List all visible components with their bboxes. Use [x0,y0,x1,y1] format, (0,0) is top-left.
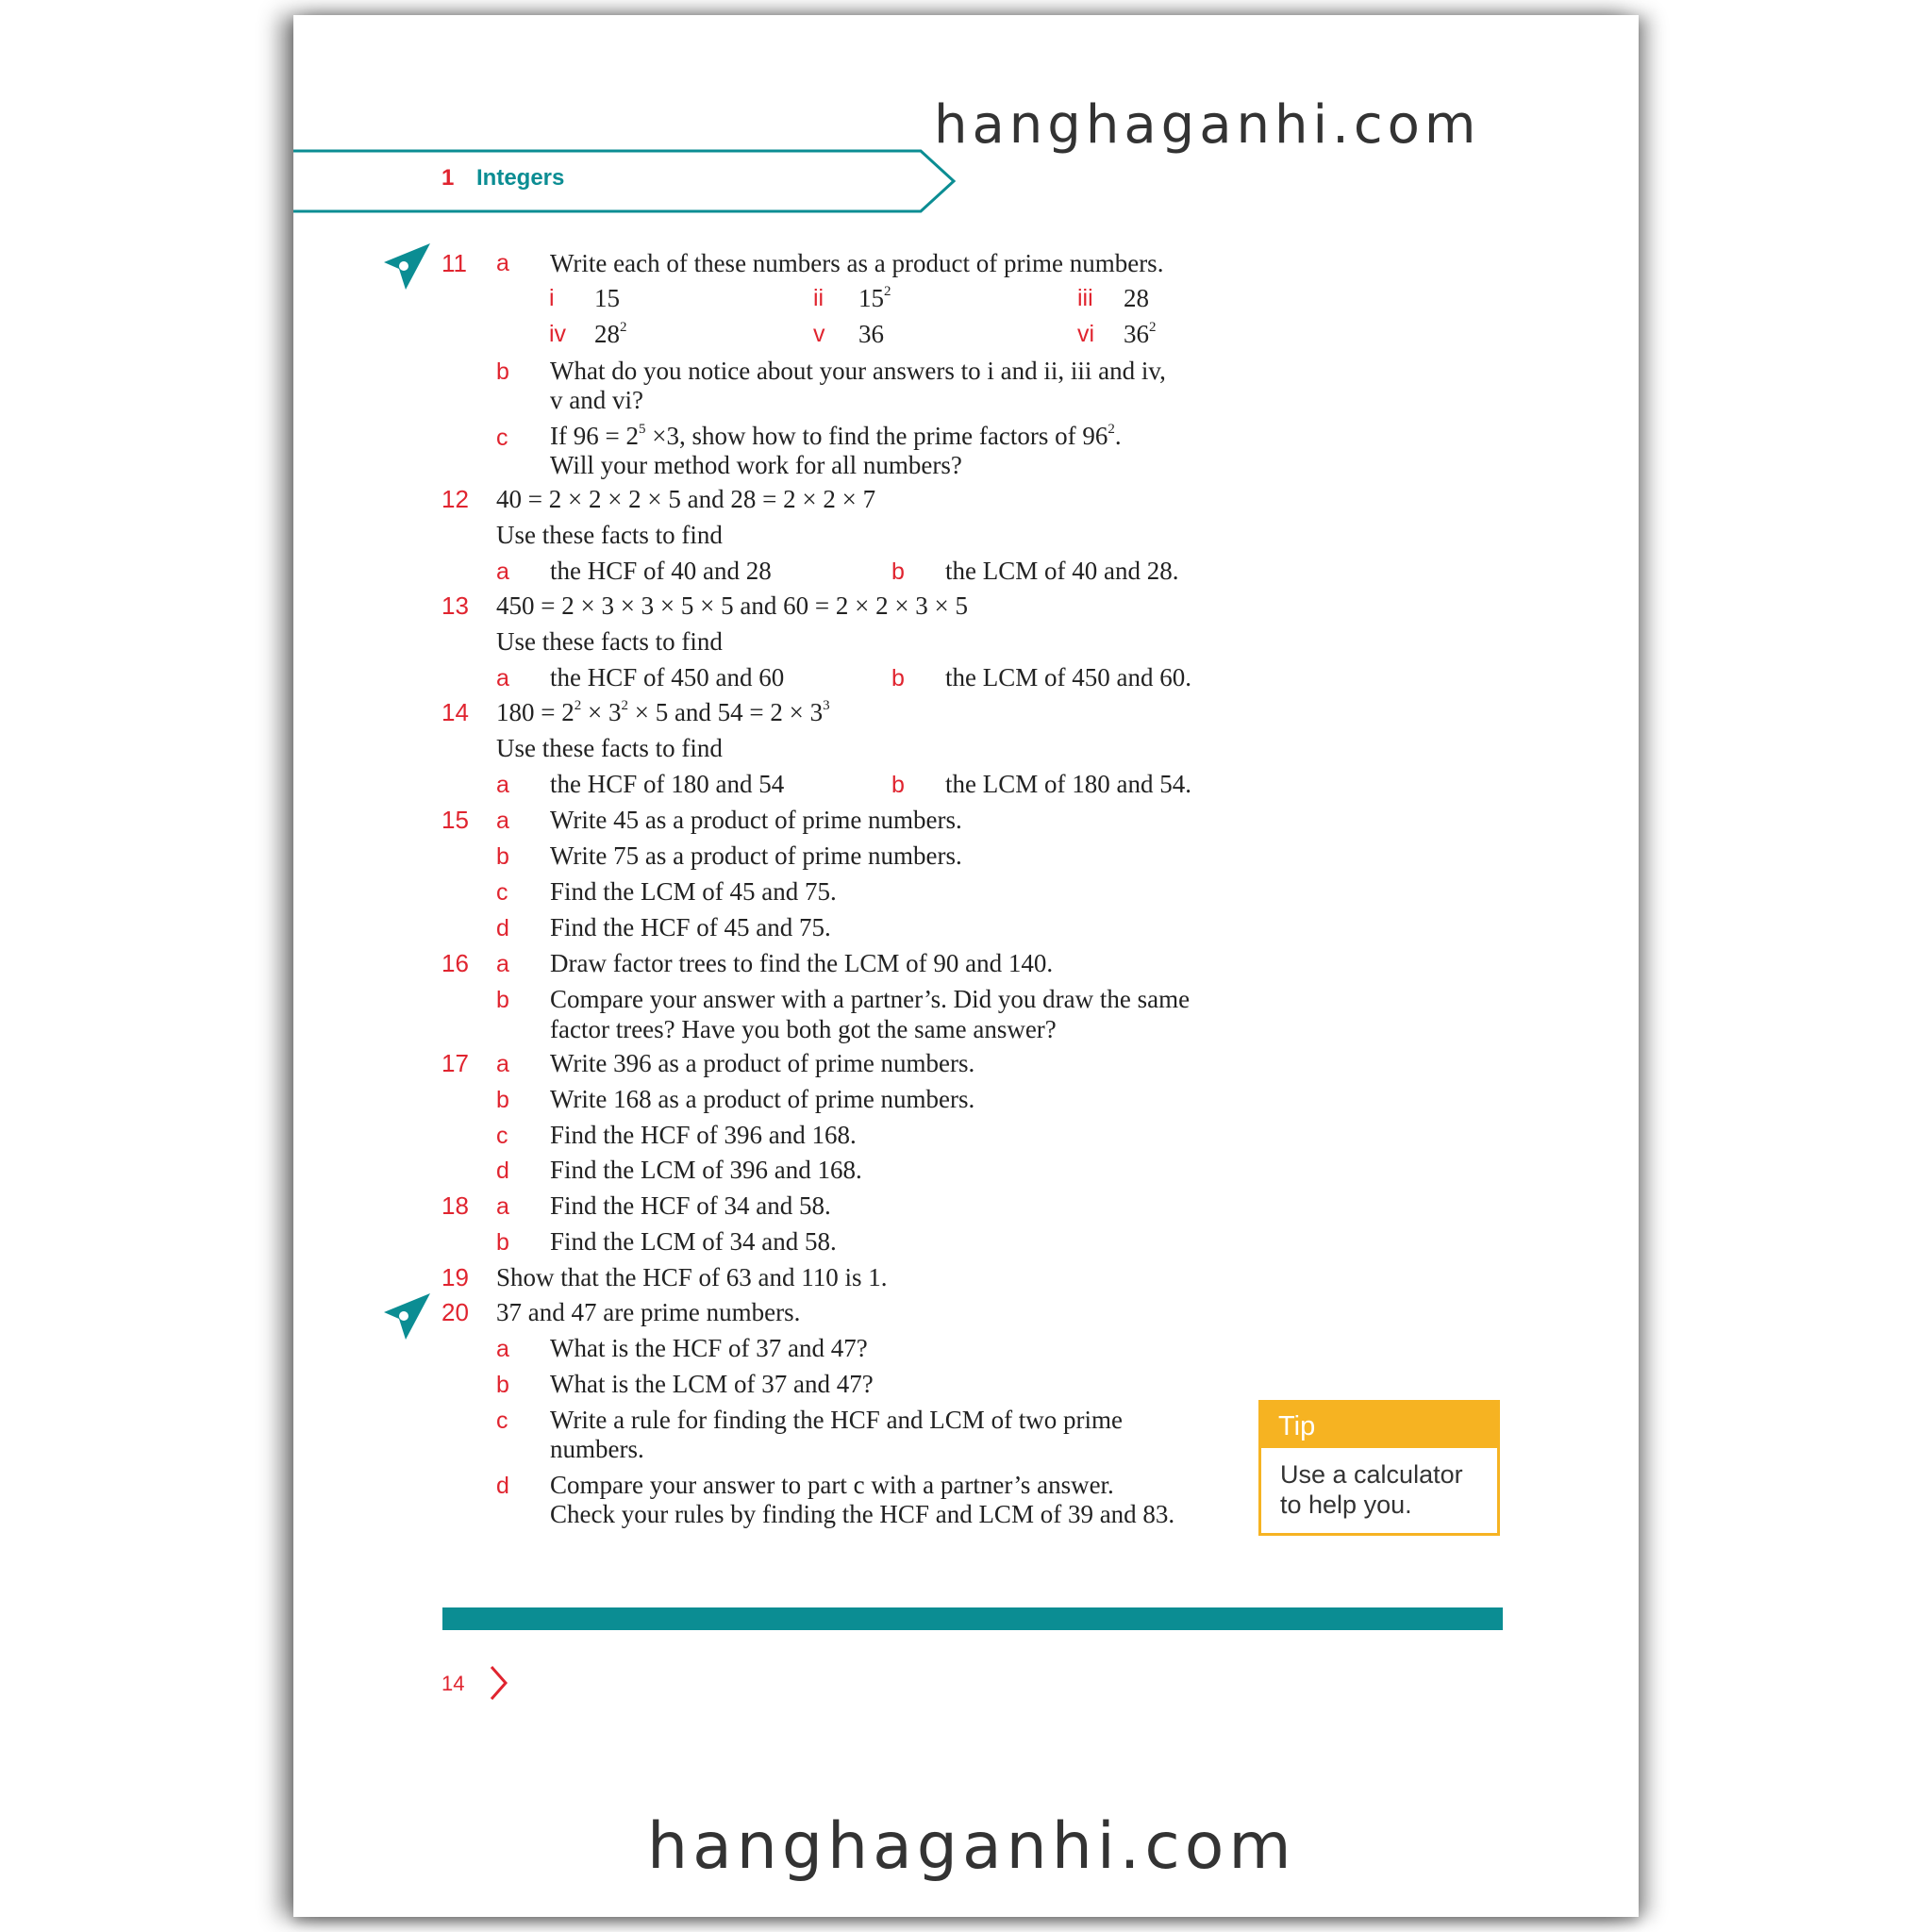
question-text: Write 396 as a product of prime numbers. [550,1049,975,1077]
question-text: Use these facts to find [496,734,723,762]
question-number: 13 [441,591,469,620]
subpart-value: 15 [594,284,620,312]
question-text: the HCF of 450 and 60 [550,663,785,691]
question-text: Show that the HCF of 63 and 110 is 1. [496,1263,888,1291]
question-number: 12 [441,485,469,513]
question-text: the LCM of 40 and 28. [945,557,1179,585]
part-label: a [496,808,509,834]
chevron-right-icon [487,1664,511,1702]
question-number: 20 [441,1298,469,1326]
part-label: d [496,1158,509,1184]
chapter-number: 1 [441,165,455,191]
subpart-label: iv [549,321,567,347]
question-text: Find the HCF of 34 and 58. [550,1191,831,1220]
part-label: c [496,425,508,451]
part-label: a [496,558,509,585]
question-text: the HCF of 40 and 28 [550,557,772,585]
question-text: Draw factor trees to find the LCM of 90 and 140. [550,949,1054,977]
part-label: b [496,1229,509,1256]
subpart-label: iii [1077,285,1093,311]
subpart-value: $15^2$ [858,284,891,312]
fact-text: 450 = 2 × 3 × 3 × 5 × 5 and 60 = 2 × 2 × 3 × 5 [496,591,969,620]
question-text: 37 and 47 are prime numbers. [496,1298,801,1326]
question-text: numbers. [550,1435,644,1463]
part-label: a [496,772,509,798]
question-text: Find the HCF of 45 and 75. [550,913,831,941]
arrow-cursor-icon [381,1291,434,1343]
question-text: Find the LCM of 34 and 58. [550,1227,837,1256]
question-text: Compare your answer with a partner’s. Did you draw the same [550,985,1191,1013]
part-label: d [496,1473,509,1499]
question-text: Compare your answer to part c with a partner’s answer. [550,1471,1114,1499]
question-text: Write 45 as a product of prime numbers. [550,806,962,834]
part-label: b [496,358,509,385]
subpart-value: $28^2$ [594,320,627,348]
part-label: b [496,1087,509,1113]
question-number: 16 [441,949,469,977]
question-text: If $96 = 2^5 \times 3$, show how to find the prime factors of $96^2$. [550,422,1122,450]
part-label: a [496,1051,509,1077]
question-text: Write 168 as a product of prime numbers. [550,1085,975,1113]
question-text: the HCF of 180 and 54 [550,770,785,798]
part-label: b [496,843,509,870]
subpart-value: 28 [1124,284,1149,312]
question-number: 17 [441,1049,469,1077]
question-text: Use these facts to find [496,521,723,549]
question-number: 18 [441,1191,469,1220]
question-text: the LCM of 450 and 60. [945,663,1191,691]
part-label: c [496,1123,508,1149]
question-number: 11 [441,249,467,277]
question-number: 14 [441,698,469,726]
part-label: a [496,1193,509,1220]
part-label: a [496,665,509,691]
chapter-header-tab [293,147,958,215]
subpart-label: i [549,285,555,311]
question-text: Will your method work for all numbers? [550,451,962,479]
subpart-label: v [813,321,825,347]
question-text: What is the HCF of 37 and 47? [550,1334,868,1362]
watermark-bottom: hanghaganhi.com [647,1809,1296,1884]
part-label: b [496,1372,509,1398]
question-number: 15 [441,806,469,834]
question-text: What is the LCM of 37 and 47? [550,1370,874,1398]
arrow-cursor-icon [381,241,434,293]
fact-text: 40 = 2 × 2 × 2 × 5 and 28 = 2 × 2 × 7 [496,485,876,513]
part-label: c [496,879,508,906]
question-text: v and vi? [550,386,643,414]
subpart-value: $36^2$ [1124,320,1157,348]
subpart-value: 36 [858,320,884,348]
chapter-title: Integers [476,165,565,191]
tip-title: Tip [1261,1403,1497,1448]
part-label: b [891,772,905,798]
part-label: b [891,665,905,691]
subpart-label: vi [1077,321,1095,347]
part-label: c [496,1407,508,1434]
question-text: Use these facts to find [496,627,723,656]
part-label: a [496,250,509,276]
question-text: What do you notice about your answers to i and ii, iii and iv, [550,357,1166,385]
question-text: the LCM of 180 and 54. [945,770,1191,798]
question-text: Find the HCF of 396 and 168. [550,1121,857,1149]
question-text: Write a rule for finding the HCF and LCM of two prime [550,1406,1124,1434]
watermark-top: hanghaganhi.com [934,94,1481,156]
fact-text: $180 = 2^2 \times 3^2 \times 5$ and $54 = 2 \times 3^3$ [496,698,830,726]
part-label: d [496,915,509,941]
part-label: b [496,987,509,1013]
question-number: 19 [441,1263,469,1291]
tip-box [1258,1400,1500,1536]
part-label: a [496,951,509,977]
question-text: Check your rules by finding the HCF and LCM of 39 and 83. [550,1500,1175,1528]
question-text: Write each of these numbers as a product of prime numbers. [550,249,1164,277]
question-text: Find the LCM of 396 and 168. [550,1156,862,1184]
part-label: b [891,558,905,585]
footer-bar [442,1607,1503,1630]
page-number: 14 [441,1672,465,1695]
tip-text: Use a calculator to help you. [1280,1460,1463,1519]
part-label: a [496,1336,509,1362]
subpart-label: ii [813,285,824,311]
question-text: factor trees? Have you both got the same answer? [550,1015,1057,1043]
question-text: Find the LCM of 45 and 75. [550,877,837,906]
question-text: Write 75 as a product of prime numbers. [550,841,962,870]
